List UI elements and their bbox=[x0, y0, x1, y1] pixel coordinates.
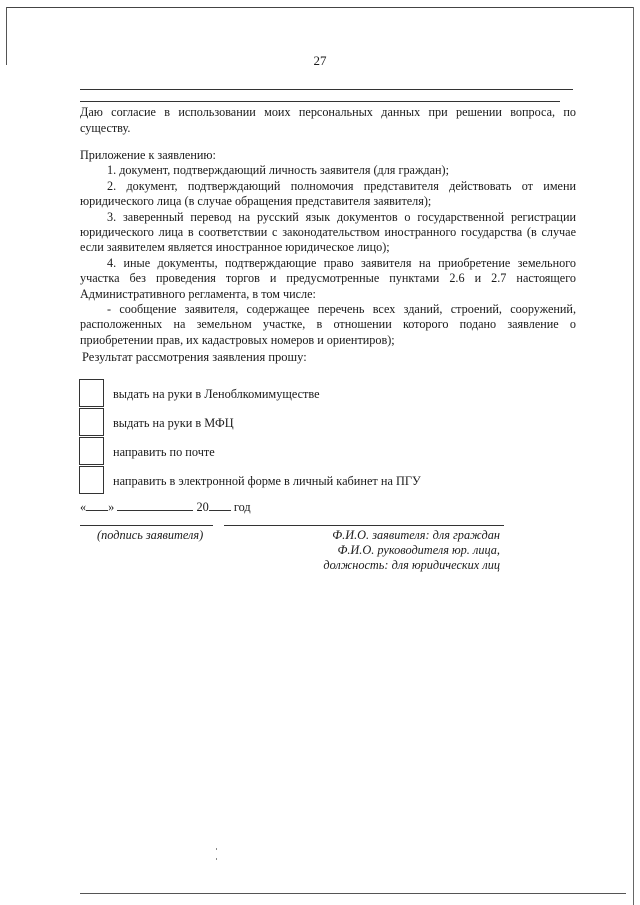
appendix-section bbox=[80, 148, 576, 348]
page-border-bottom bbox=[80, 893, 626, 894]
option-checkbox-pgu[interactable] bbox=[79, 466, 104, 494]
fio-line[interactable] bbox=[224, 525, 504, 526]
day-blank[interactable] bbox=[86, 499, 108, 511]
option-label: выдать на руки в МФЦ bbox=[113, 416, 234, 430]
signature-line[interactable] bbox=[80, 525, 213, 526]
option-checkbox-post[interactable] bbox=[79, 437, 104, 465]
fio-caption bbox=[290, 528, 500, 573]
appendix-item: 1. документ, подтверждающий личность заявителя (для граждан); bbox=[107, 163, 449, 178]
appendix-item: - сообщение заявителя, содержащее перечень всех зданий, строений, сооружений, расположенных на земельном участке, в отношении которого подано заявление о приобретении прав, их кадастровых номеров и ориентиров); bbox=[80, 302, 576, 347]
year-blank[interactable] bbox=[209, 499, 231, 511]
consent-paragraph: Даю согласие в использовании моих персональных данных при решении вопроса, по существу. bbox=[80, 105, 576, 135]
result-title: Результат рассмотрения заявления прошу: bbox=[82, 350, 307, 364]
fio-caption-line: Ф.И.О. руководителя юр. лица, bbox=[337, 543, 500, 557]
blank-line-1[interactable] bbox=[80, 89, 573, 90]
appendix-item: 2. документ, подтверждающий полномочия представителя действовать от имени юридического лица (в случае обращения представителя заявителя); bbox=[80, 178, 576, 209]
year-suffix: год bbox=[233, 500, 251, 514]
page-number: 27 bbox=[313, 53, 327, 68]
appendix-heading: Приложение к заявлению: bbox=[80, 148, 216, 162]
option-checkbox-leneoblkomimushchestvo[interactable] bbox=[79, 379, 104, 407]
option-label: направить в электронной форме в личный кабинет на ПГУ bbox=[113, 474, 421, 488]
date-line bbox=[80, 499, 251, 515]
scan-speck bbox=[216, 848, 217, 850]
page-border-right bbox=[633, 7, 634, 905]
option-label: выдать на руки в Леноблкомимуществе bbox=[113, 387, 320, 401]
date-open-quote: « bbox=[80, 500, 87, 514]
year-prefix: 20 bbox=[196, 500, 209, 514]
appendix-item: 4. иные документы, подтверждающие право заявителя на приобретение земельного участка без проведения торгов и предусмотренные пунктами 2.6 и 2.7 настоящего Административного регламента, в том числе: bbox=[80, 255, 576, 301]
fio-caption-line: Ф.И.О. заявителя: для граждан bbox=[332, 528, 500, 542]
date-close-quote: » bbox=[108, 500, 115, 514]
signature-caption: (подпись заявителя) bbox=[97, 528, 204, 542]
option-label: направить по почте bbox=[113, 445, 215, 459]
month-blank[interactable] bbox=[117, 499, 193, 511]
scan-speck bbox=[216, 858, 217, 860]
blank-line-2[interactable] bbox=[80, 101, 560, 102]
appendix-item: 3. заверенный перевод на русский язык документов о государственной регистрации юридического лица в соответствии с законодательством иностранного государства (в случае если заявителем является иностранное юридическое лицо); bbox=[80, 209, 576, 255]
page-border-top bbox=[6, 7, 634, 8]
option-checkbox-mfc[interactable] bbox=[79, 408, 104, 436]
fio-caption-line: должность: для юридических лиц bbox=[323, 558, 500, 572]
